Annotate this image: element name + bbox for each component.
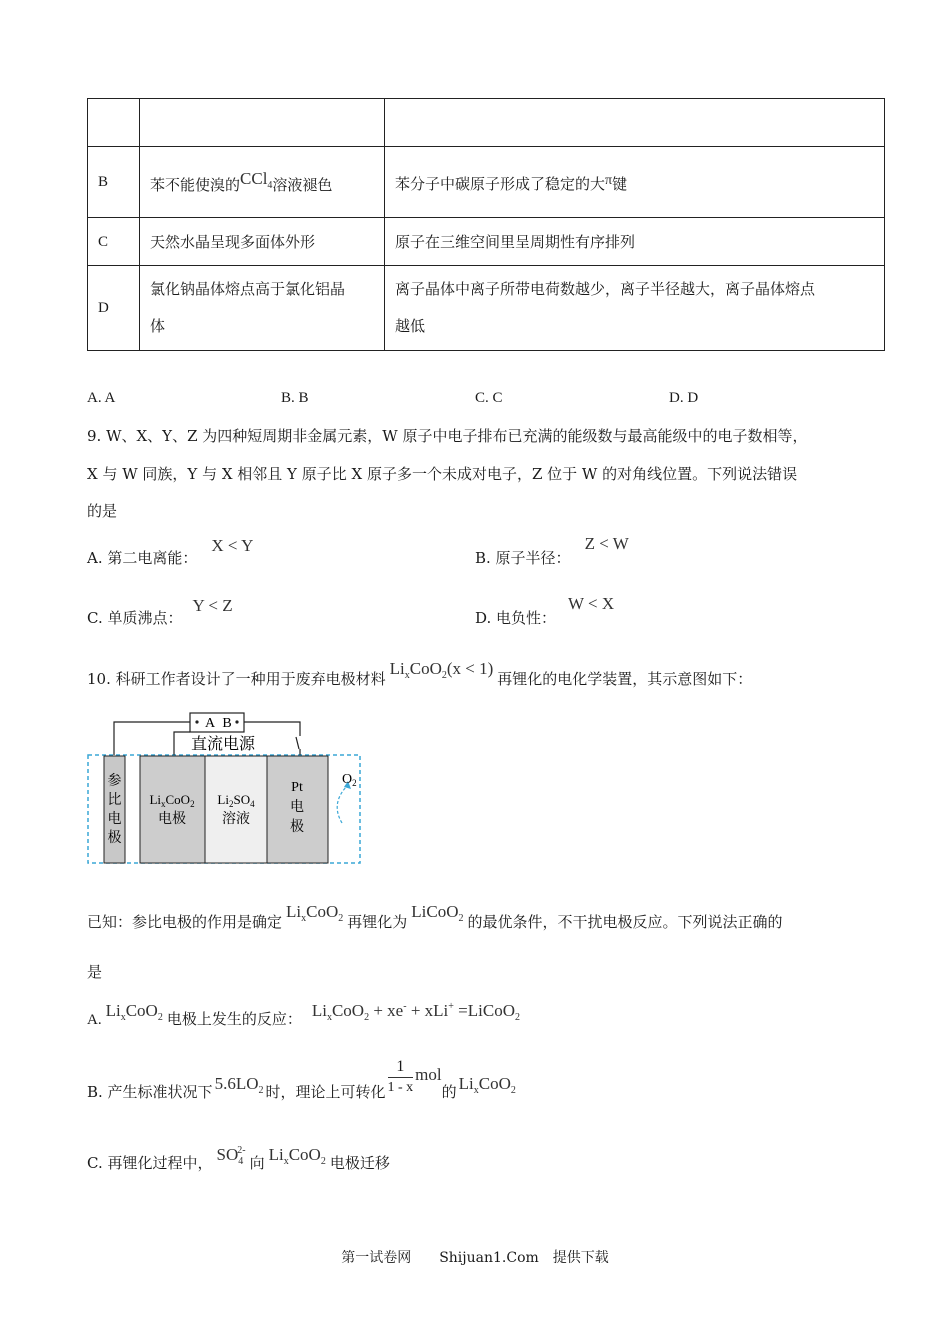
wire-cathode [174,732,190,755]
table-cell [140,99,385,147]
reason-cell: 原子在三维空间里呈周期性有序排列 [385,218,885,266]
svg-text:Li2SO4: $Li_2SO_4$ [217,792,255,809]
electrochemical-cell-diagram [80,705,380,875]
svg-text:极: 极 [107,830,122,846]
terminal-a-label: A [204,716,216,731]
svg-text:电: 电 [107,811,122,827]
q9-stem-line2: X 与 W 同族，Y 与 X 相邻且 Y 原子比 X 原子多一个未成对电子，Z 位于 W 的对角线位置。下列说法错误 [87,465,798,483]
table-row [88,218,885,266]
table-row [88,99,885,147]
svg-text:Pt: Pt [291,780,303,795]
svg-text:溶液: 溶液 [222,811,250,827]
dc-source-label: 直流电源 [190,734,256,753]
q8-table [87,98,885,351]
q8-option-d: D. D [669,390,699,406]
fact-cell: 氯化钠晶体熔点高于氯化铝晶 体 [140,266,385,351]
option-cell: B [88,147,140,218]
svg-text:LixCoO2: $Li_xCoO_2$ [149,792,195,809]
formula-lixcoo2-x-lt-1: $Li_xCoO_2(x < 1)$ [389,659,494,681]
q8-option-c: C. C [475,390,503,406]
fact-cell: 天然水晶呈现多面体外形 [140,218,385,266]
q9-stem-line3: 的是 [87,502,118,520]
fraction-1-over-1-minus-x: $\frac{1}{1 - x}$ [387,1058,414,1095]
fact-cell: 苯不能使溴的CCl$_4$溶液褪色 [140,147,385,218]
table-cell [88,99,140,147]
svg-text:参: 参 [107,773,122,789]
wire-ref [114,722,190,755]
q10-option-a: A. $Li_xCoO_2$ 电极上发生的反应： $Li_xCoO_2 + xe^- + xLi^+$ =LiCoO$_2$ [87,1001,520,1028]
q10-stem: 10. 科研工作者设计了一种用于废弃电极材料$Li_xCoO_2(x < 1)$再锂化的电化学装置，其示意图如下： [87,659,753,688]
o2-arrow [337,785,348,823]
q9-stem-line1: 9. W、X、Y、Z 为四种短周期非金属元素，W 原子中电子排布已充满的能级数与最高能级中的电子数相等， [87,427,808,445]
q10-known-line2: 是 [87,963,103,981]
option-cell: C [88,218,140,266]
q10-known: 已知：参比电极的作用是确定$Li_xCoO_2$ 再锂化为LiCoO$_2$ 的最优条件，不干扰电极反应。下列说法正确的 [87,902,783,931]
svg-text:极: 极 [290,819,304,835]
table-row [88,266,885,351]
q9-option-b: B. 原子半径：Z < W [475,534,629,567]
q9-option-d: D. 电负性：W < X [475,594,615,627]
reason-cell: 苯分子中碳原子形成了稳定的大π键 [385,147,885,218]
reason-cell: 离子晶体中离子所带电荷数越少，离子半径越大，离子晶体熔点 越低 [385,266,885,351]
lixcoo2-electrode [140,756,205,863]
q8-option-b: B. B [281,390,309,406]
table-cell [385,99,885,147]
q10-option-c: C. 再锂化过程中， $SO_4^{2-}$向 $Li_xCoO_2$ 电极迁移 [87,1145,390,1172]
page-footer: 第一试卷网 Shijuan1.Com 提供下载 [341,1250,609,1266]
svg-text:电: 电 [290,799,304,815]
terminal-b-label: B [222,716,232,731]
q9-option-c: C. 单质沸点：Y < Z [87,596,233,627]
equation-a: $Li_xCoO_2 + xe^- + xLi^+$ =LiCoO$_2$ [311,1001,520,1023]
table-row [88,147,885,218]
o2-label: $O_2$ [342,772,357,788]
q9-option-a: A. 第二电离能：X < Y [87,536,254,567]
switch [296,737,299,749]
svg-text:电极: 电极 [158,811,186,827]
li2so4-solution [205,756,267,863]
option-cell: D [88,266,140,351]
svg-text:比: 比 [107,792,122,808]
q8-option-a: A. A [87,390,116,406]
q10-option-b: B. 产生标准状况下 $5.6LO_2$ 时，理论上可转化 $\frac{1}{1 - x}$ mol的 $Li_xCoO_2$ [87,1058,516,1101]
